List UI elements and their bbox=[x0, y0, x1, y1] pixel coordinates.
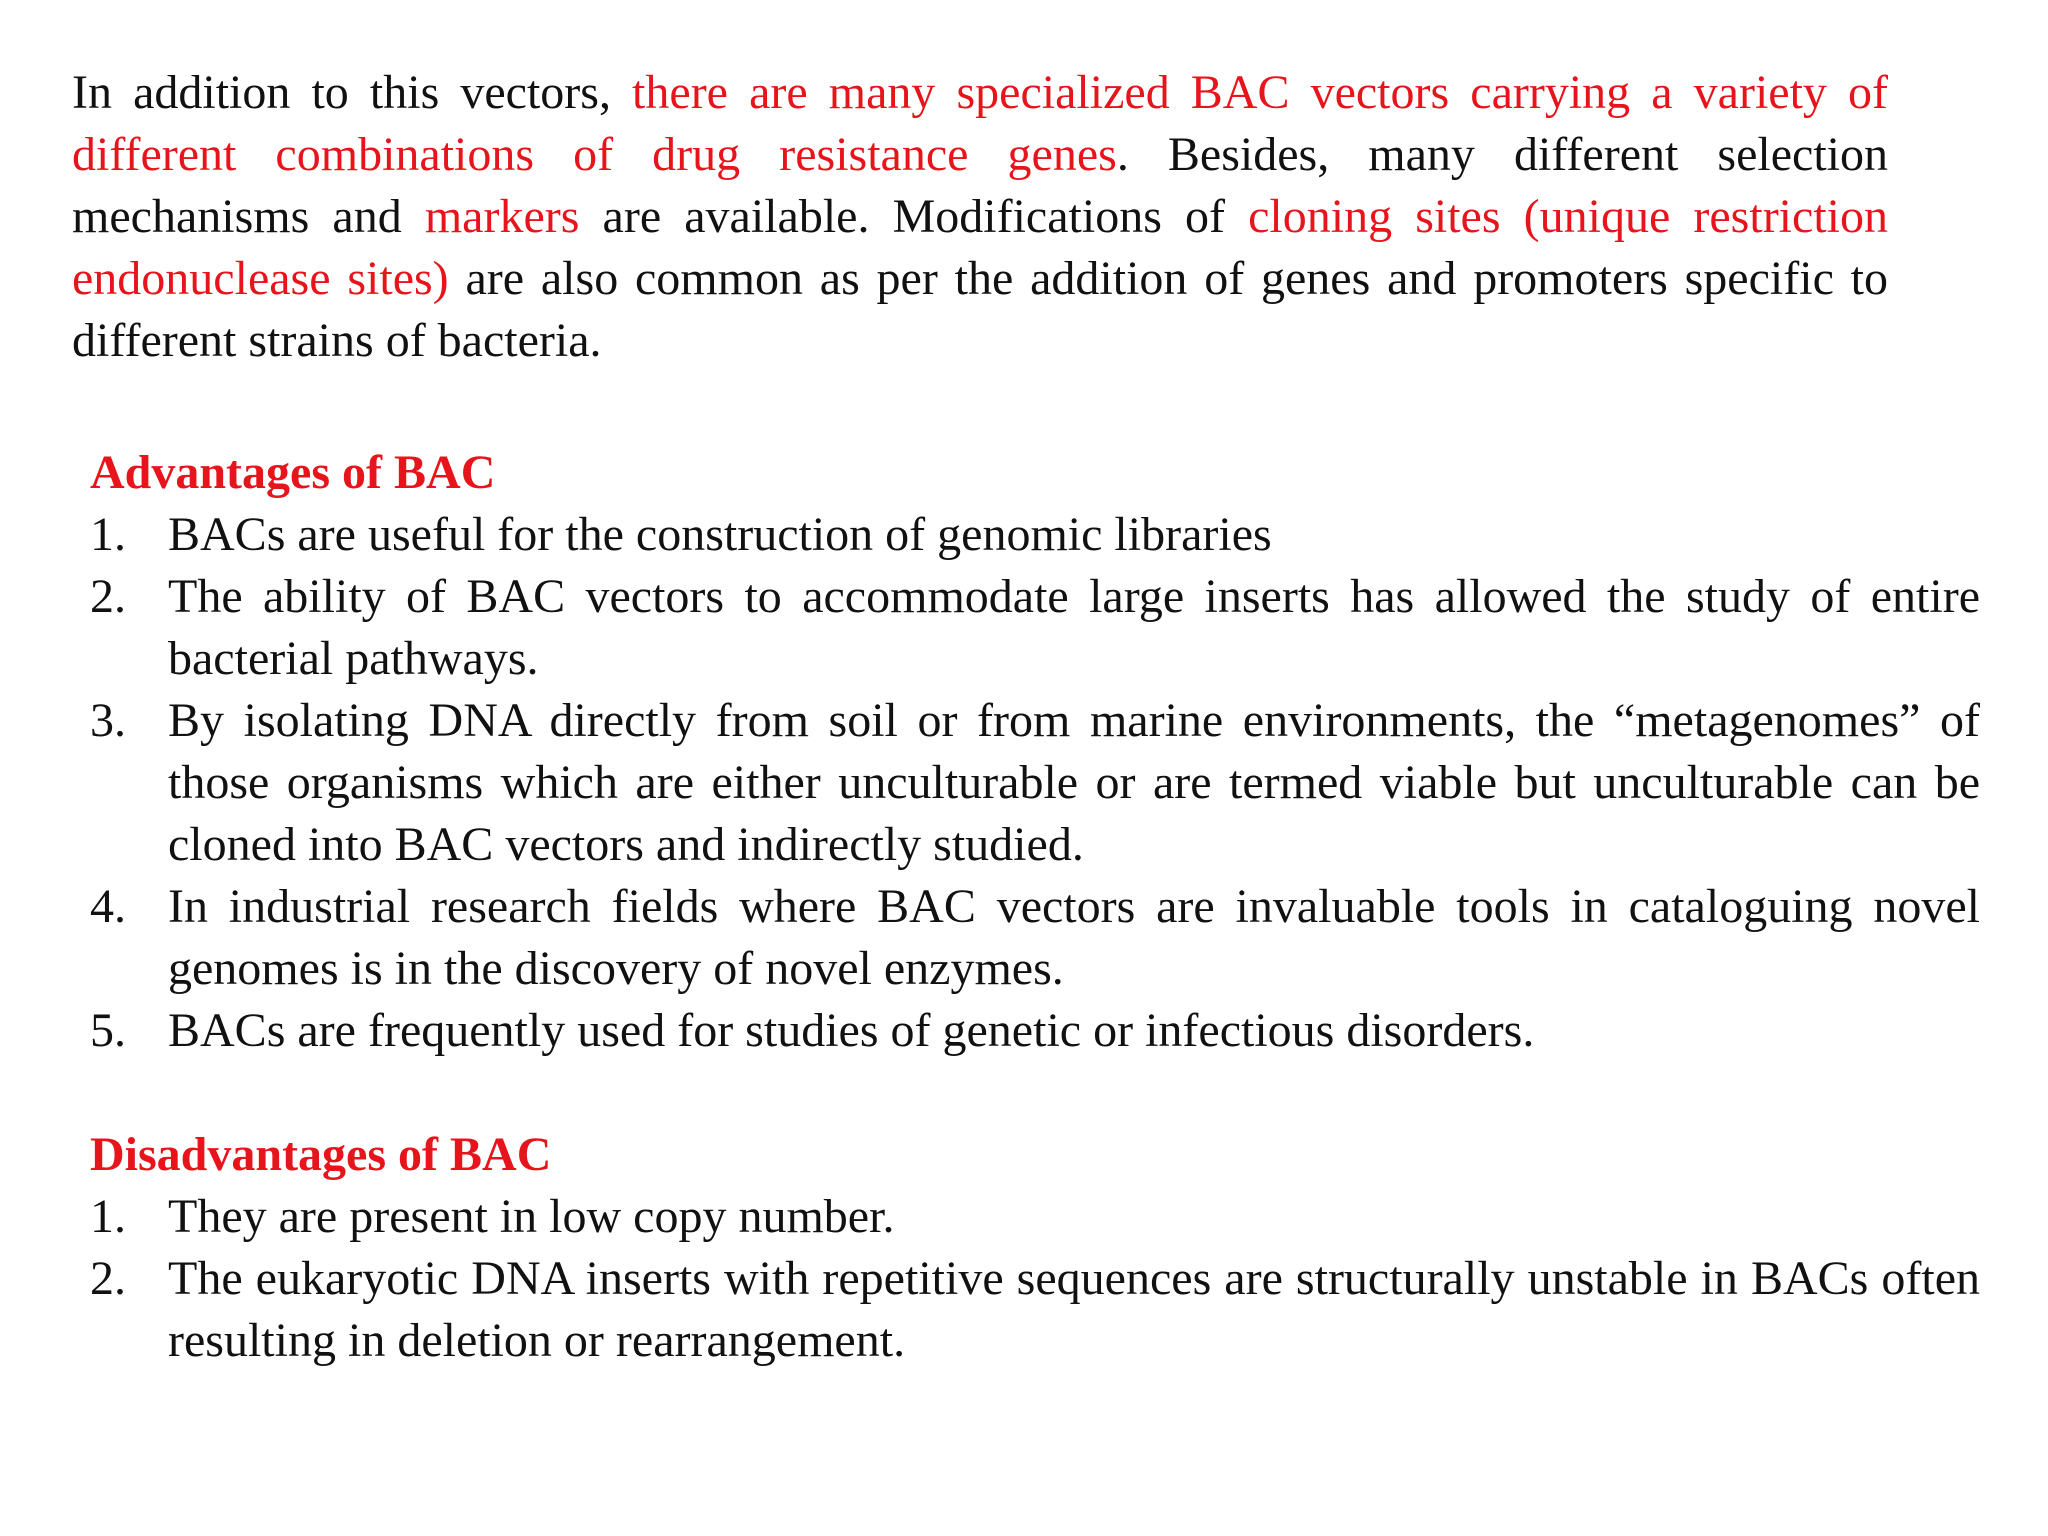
intro-text-1: In addition to this vectors, bbox=[72, 66, 633, 119]
list-item-text: The ability of BAC vectors to accommodate large inserts has allowed the study of entire bacterial pathways. bbox=[168, 570, 1980, 685]
list-item-text: In industrial research fields where BAC vectors are invaluable tools in cataloguing novel genomes is in the discovery of novel enzymes. bbox=[168, 880, 1980, 995]
list-item bbox=[90, 1000, 1980, 1062]
list-item-number: 4. bbox=[90, 880, 126, 933]
list-item-number: 1. bbox=[90, 1190, 126, 1243]
advantages-section bbox=[90, 442, 1980, 1062]
intro-text-4: are also common as per the addition of genes and promoters specific to different strains of bacteria. bbox=[72, 252, 1889, 367]
list-item-text: By isolating DNA directly from soil or from marine environments, the “metagenomes” of those organisms which are either unculturable or are termed viable but unculturable can be cloned into BAC vectors and indirectly studied. bbox=[168, 694, 1980, 871]
intro-highlight-cloning-sites: cloning sites (unique restriction endonuclease sites) bbox=[72, 190, 1888, 305]
list-item-number: 2. bbox=[90, 570, 126, 623]
list-item bbox=[90, 1248, 1980, 1372]
list-item bbox=[90, 1186, 1980, 1248]
list-item-text: The eukaryotic DNA inserts with repetitive sequences are structurally unstable in BACs often resulting in deletion or rearrangement. bbox=[168, 1252, 1980, 1367]
list-item-number: 1. bbox=[90, 508, 126, 561]
list-item bbox=[90, 504, 1980, 566]
list-item bbox=[90, 566, 1980, 690]
list-item-number: 3. bbox=[90, 694, 126, 747]
list-item-text: BACs are useful for the construction of genomic libraries bbox=[168, 508, 1272, 561]
list-item-text: They are present in low copy number. bbox=[168, 1190, 895, 1243]
disadvantages-section bbox=[90, 1124, 1980, 1372]
advantages-heading: Advantages of BAC bbox=[90, 446, 496, 499]
list-item-text: BACs are frequently used for studies of genetic or infectious disorders. bbox=[168, 1004, 1535, 1057]
disadvantages-list bbox=[90, 1186, 1980, 1372]
intro-highlight-drug-resistance: there are many specialized BAC vectors carrying a variety of different combinations of drug resistance genes bbox=[72, 66, 1888, 181]
intro-paragraph bbox=[72, 62, 1888, 372]
intro-text-3: are available. Modifications of bbox=[579, 190, 1249, 243]
disadvantages-heading: Disadvantages of BAC bbox=[90, 1128, 552, 1181]
list-item-number: 5. bbox=[90, 1004, 126, 1057]
list-item bbox=[90, 690, 1980, 876]
list-item bbox=[90, 876, 1980, 1000]
list-item-number: 2. bbox=[90, 1252, 126, 1305]
advantages-list bbox=[90, 504, 1980, 1062]
intro-highlight-markers: markers bbox=[424, 190, 580, 243]
intro-text-2: . Besides, many different selection mechanisms and bbox=[72, 128, 1888, 243]
